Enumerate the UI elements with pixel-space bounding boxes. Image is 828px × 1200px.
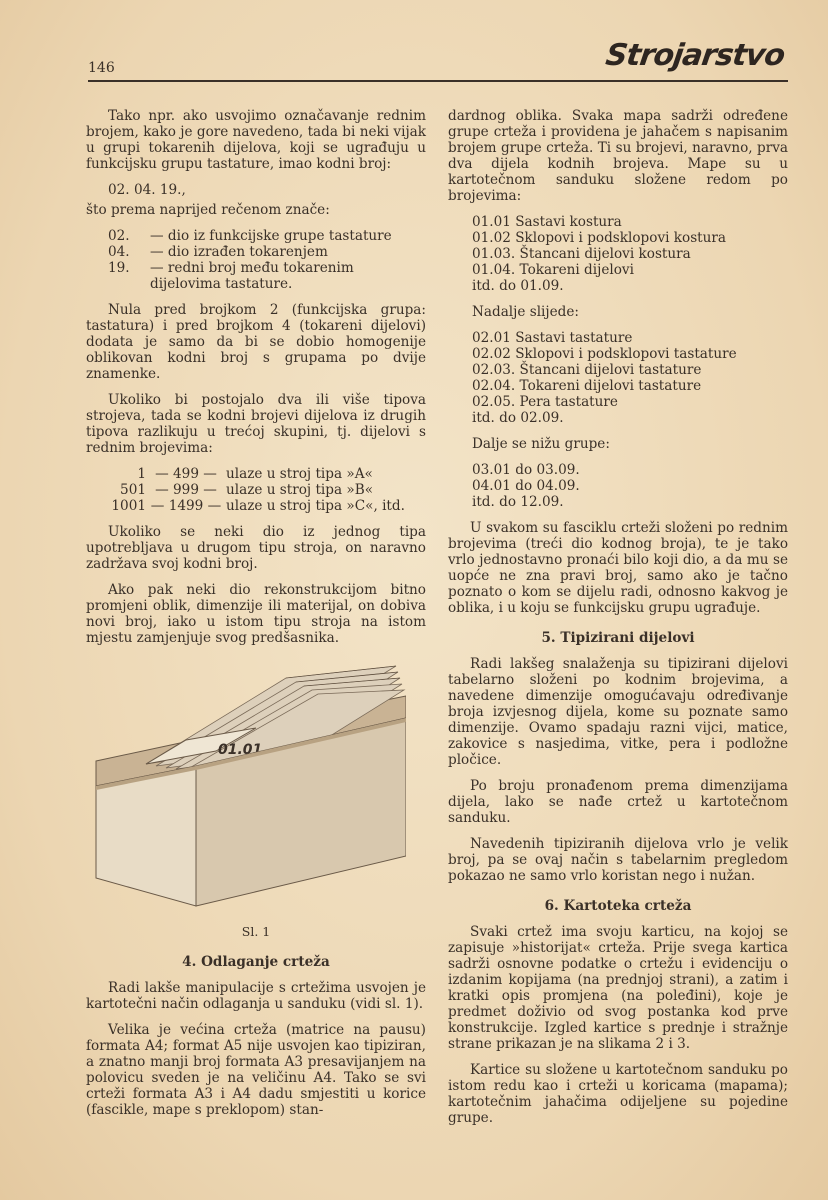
paragraph: U svakom su fasciklu crteži složeni po rednim brojevima (treći dio kodnog broja), te je tako vrlo jednostavno pronaći bilo koji dio, a da mu se uopće ne zna pravi broj, samo ako je tačno poznato o kom se dijelu radi, odnosno kakvog je oblika, i u koju se funkcijsku grupu ugrađuje. <box>448 520 788 616</box>
list-item: itd. do 02.09. <box>472 410 564 426</box>
tab-label: 01.01 <box>218 742 263 758</box>
paragraph: Kartice su složene u kartotečnom sanduku po istom redu kao i crteži u koricama (mapama); kartotečnim jahačima odijeljene su pojedine grupe. <box>448 1062 788 1126</box>
list-item: 02.05. Pera tastature <box>472 394 618 410</box>
list-item: 02.04. Tokareni dijelovi tastature <box>472 378 702 394</box>
section-heading: 5. Tipizirani dijelovi <box>541 630 695 646</box>
list-item: 01.02 Sklopovi i podsklopovi kostura <box>472 230 727 246</box>
table-row <box>86 466 426 482</box>
paragraph: Nadalje slijede: <box>472 304 579 320</box>
figure-caption: Sl. 1 <box>241 924 271 939</box>
paragraph: Dalje se nižu grupe: <box>472 436 610 452</box>
header-rule <box>88 80 788 82</box>
range-end: — 499 — <box>155 466 217 482</box>
range-end: — 1499 — <box>150 498 222 514</box>
group-code-list <box>472 214 788 294</box>
group-code-list <box>472 462 788 510</box>
list-value: — redni broj među tokarenim dijelovima tastature. <box>150 260 354 292</box>
code-example: 02. 04. 19., <box>108 182 186 198</box>
paragraph: Ako pak neki dio rekonstrukcijom bitno promjeni oblik, dimenzije ili materijal, on dobiva novi broj, iako u istom tipu stroja na istom mjestu zamjenjuje svog predšasnika. <box>86 582 426 646</box>
list-item <box>108 260 426 292</box>
list-value: — dio izrađen tokarenjem <box>150 244 328 260</box>
paragraph: što prema naprijed rečenom znače: <box>86 202 330 218</box>
paragraph: Ukoliko se neki dio iz jednog tipa upotrebljava u drugom tipu stroja, on naravno zadržava svoj kodni broj. <box>86 524 426 572</box>
paragraph: dardnog oblika. Svaka mapa sadrži određene grupe crteža i providena je jahačem s napisanim brojem grupe crteža. Ti su brojevi, naravno, prva dva dijela kodnih brojeva. Mape su u kartotečnom sanduku složene redom po brojevima: <box>448 108 788 204</box>
paragraph: Tako npr. ako usvojimo označavanje rednim brojem, kako je gore navedeno, tada bi neki vijak u grupi tokarenih dijelova, koji se ugrađuju u funkcijsku grupu tastature, imao kodni broj: <box>86 108 426 172</box>
range-start: 1 <box>137 466 146 482</box>
paragraph: Radi lakšeg snalaženja su tipizirani dijelovi tabelarno složeni po kodnim brojevima, a navedene dimenzije omogućavaju određivanje broja izvjesnog dijela, kome su poznate samo dimenzije. Ovamo spadaju razni vijci, matice, zakovice s nasjedima, vitke, pera i podložne pločice. <box>448 656 788 768</box>
list-item: itd. do 12.09. <box>472 494 564 510</box>
figure-card-box <box>86 656 426 916</box>
list-key: 02. <box>108 228 130 244</box>
list-item: 01.01 Sastavi kostura <box>472 214 622 230</box>
list-item: 03.01 do 03.09. <box>472 462 580 478</box>
list-item: 02.02 Sklopovi i podsklopovi tastature <box>472 346 737 362</box>
range-end: — 999 — <box>155 482 217 498</box>
range-table <box>86 466 426 514</box>
range-start: 501 <box>120 482 146 498</box>
card-box-illustration <box>86 656 406 916</box>
section-heading: 4. Odlaganje crteža <box>182 954 330 970</box>
list-item: 01.04. Tokareni dijelovi <box>472 262 634 278</box>
list-item <box>108 228 426 244</box>
page-header <box>88 38 788 82</box>
list-key: 04. <box>108 244 130 260</box>
range-desc: ulaze u stroj tipa »A« <box>226 466 373 482</box>
left-column <box>86 108 426 1128</box>
group-code-list <box>472 330 788 426</box>
table-row <box>86 482 426 498</box>
code-meaning-list <box>108 228 426 292</box>
list-item <box>108 244 426 260</box>
list-item: 02.03. Štancani dijelovi tastature <box>472 362 702 378</box>
list-key: 19. <box>108 260 130 276</box>
range-desc: ulaze u stroj tipa »B« <box>226 482 374 498</box>
right-column <box>448 108 788 1136</box>
paragraph: Velika je većina crteža (matrice na pausu) formata A4; format A5 nije usvojen kao tipiziran, a znatno manji broj formata A3 presavijanjem na polovicu sveden je na veličinu A4. Tako se svi crteži formata A3 i A4 dadu smjestiti u korice (fascikle, mape s preklopom) stan- <box>86 1022 426 1118</box>
list-item: 04.01 do 04.09. <box>472 478 580 494</box>
range-desc: ulaze u stroj tipa »C«, itd. <box>226 498 405 514</box>
list-value: — dio iz funkcijske grupe tastature <box>150 228 392 244</box>
paragraph: Svaki crtež ima svoju karticu, na kojoj se zapisuje »historijat« crteža. Prije svega kartica sadrži osnovne podatke o crtežu i evidenciju o izdanim kopijama (na prednjoj strani), a zatim i kratki opis promjena (na poleđini), koje je predmet doživio od svog postanka kod prve konstrukcije. Izgled kartice s prednje i stražnje strane prikazan je na slikama 2 i 3. <box>448 924 788 1052</box>
range-start: 1001 <box>111 498 146 514</box>
paragraph: Ukoliko bi postojalo dva ili više tipova strojeva, tada se kodni brojevi dijelova iz drugih tipova razlikuju u trećoj skupini, tj. dijelovi s rednim brojevima: <box>86 392 426 456</box>
list-item: 01.03. Štancani dijelovi kostura <box>472 246 691 262</box>
list-item: itd. do 01.09. <box>472 278 564 294</box>
paragraph: Radi lakše manipulacije s crtežima usvojen je kartotečni način odlaganja u sanduku (vidi sl. 1). <box>86 980 426 1012</box>
journal-logo: Strojarstvo <box>603 38 787 73</box>
list-item: 02.01 Sastavi tastature <box>472 330 633 346</box>
table-row <box>86 498 426 514</box>
paragraph: Po broju pronađenom prema dimenzijama dijela, lako se nađe crtež u kartotečnom sanduku. <box>448 778 788 826</box>
paragraph: Nula pred brojkom 2 (funkcijska grupa: tastatura) i pred brojkom 4 (tokareni dijelovi) dodata je samo da bi se dobio homogenije oblikovan kodni broj s grupama po dvije znamenke. <box>86 302 426 382</box>
section-heading: 6. Kartoteka crteža <box>544 898 692 914</box>
page-number: 146 <box>88 60 115 76</box>
paragraph: Navedenih tipiziranih dijelova vrlo je velik broj, pa se ovaj način s tabelarnim pregledom pokazao ne samo vrlo koristan nego i nužan. <box>448 836 788 884</box>
